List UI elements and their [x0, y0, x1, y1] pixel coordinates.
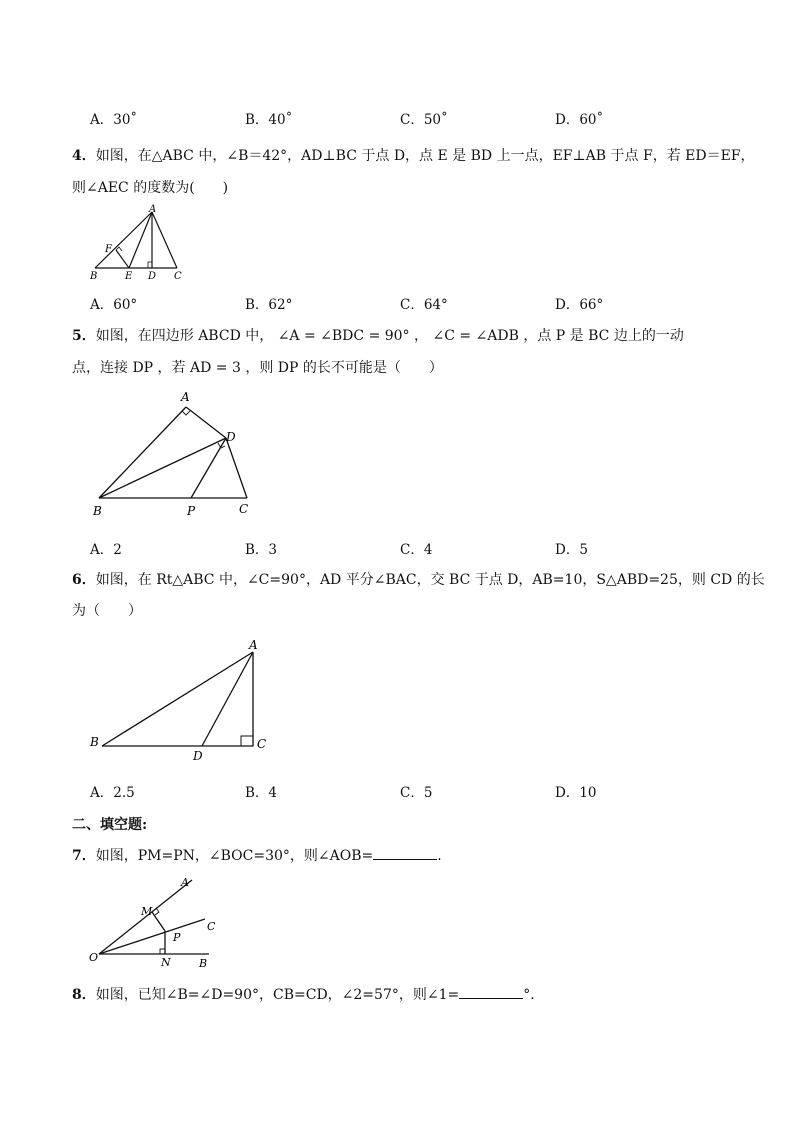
q6-label-b: B — [90, 735, 99, 749]
q7-stem — [72, 845, 442, 865]
q5-label-p: P — [187, 504, 196, 518]
q7-label-n: N — [161, 956, 171, 969]
q4-option-b: B．62° — [245, 297, 293, 313]
q4-triangle-figure — [85, 200, 195, 285]
q4-option-c: C．64° — [400, 297, 448, 313]
q7-answer-blank[interactable] — [373, 846, 437, 860]
q5-option-b: B．3 — [245, 542, 278, 558]
q4-label-e: E — [125, 271, 133, 282]
q7-label-p: P — [173, 931, 181, 944]
q5-option-a: A．2 — [90, 542, 122, 558]
q7-label-m: M — [141, 905, 153, 918]
q6-stem-line1 — [72, 569, 765, 589]
q7-angle-figure — [85, 870, 225, 970]
section-fill-in-title: 二、填空题: — [72, 817, 148, 833]
q5-label-b: B — [93, 504, 102, 518]
q3-option-b: B．40˚ — [245, 112, 293, 128]
q4-option-d: D．66° — [555, 297, 604, 313]
q7-text: 如图，PM=PN，∠BOC=30°，则∠AOB= — [95, 848, 374, 864]
q8-text-end: °. — [523, 987, 535, 1003]
q5-option-c: C．4 — [400, 542, 433, 558]
q6-right-triangle-figure — [85, 632, 280, 767]
q4-label-c: C — [174, 271, 182, 282]
q6-option-b: B．4 — [245, 785, 278, 801]
q6-option-a: A．2.5 — [90, 785, 135, 801]
q3-option-a: A．30˚ — [90, 112, 138, 128]
q7-label-b: B — [199, 957, 208, 970]
q6-text-1: 如图，在 Rt△ABC 中，∠C=90°，AD 平分∠BAC，交 BC 于点 D，AB=10，S△ABD=25，则 CD 的长 — [95, 572, 765, 588]
q4-stem-line1 — [72, 145, 755, 165]
q7-text-end: . — [437, 848, 442, 864]
q7-label-a: A — [181, 876, 189, 889]
q5-label-d: D — [226, 430, 236, 444]
q6-number: 6． — [72, 572, 96, 588]
q8-number: 8． — [72, 987, 96, 1003]
q7-label-o: O — [89, 951, 99, 964]
q4-label-b: B — [90, 271, 98, 282]
q5-quadrilateral-figure — [85, 385, 265, 525]
q8-stem — [72, 984, 535, 1004]
q7-label-c: C — [207, 920, 216, 933]
q4-label-f: F — [105, 244, 112, 255]
q5-label-a: A — [181, 390, 190, 404]
q5-number: 5． — [72, 328, 96, 344]
q5-stem-line1 — [72, 325, 684, 345]
q7-number: 7． — [72, 848, 96, 864]
q5-option-d: D．5 — [555, 542, 588, 558]
q5-label-c: C — [239, 502, 249, 516]
q6-label-d: D — [193, 749, 203, 763]
q8-text: 如图，已知∠B=∠D=90°，CB=CD，∠2=57°，则∠1= — [95, 987, 460, 1003]
q4-option-a: A．60° — [90, 297, 138, 313]
q3-option-d: D．60˚ — [555, 112, 604, 128]
q5-text-1: 如图，在四边形 ABCD 中， ∠A = ∠BDC = 90° ， ∠C = ∠ADB ，点 P 是 BC 边上的一动 — [95, 328, 684, 344]
q3-option-c: C．50˚ — [400, 112, 448, 128]
q4-number: 4． — [72, 148, 96, 164]
q4-label-a: A — [149, 204, 157, 215]
q6-stem-line2: 为（ ） — [72, 603, 142, 619]
q5-stem-line2: 点，连接 DP ，若 AD = 3 ，则 DP 的长不可能是（ ） — [72, 360, 443, 376]
q6-option-c: C．5 — [400, 785, 433, 801]
q6-label-c: C — [257, 737, 267, 751]
q4-label-d: D — [148, 271, 157, 282]
q4-stem-line2: 则∠AEC 的度数为( ) — [72, 180, 229, 196]
q6-label-a: A — [249, 638, 258, 652]
q8-answer-blank[interactable] — [459, 985, 523, 999]
q6-option-d: D．10 — [555, 785, 597, 801]
q4-text-1: 如图，在△ABC 中，∠B＝42°，AD⊥BC 于点 D，点 E 是 BD 上一点，EF⊥AB 于点 F，若 ED＝EF， — [95, 148, 755, 164]
